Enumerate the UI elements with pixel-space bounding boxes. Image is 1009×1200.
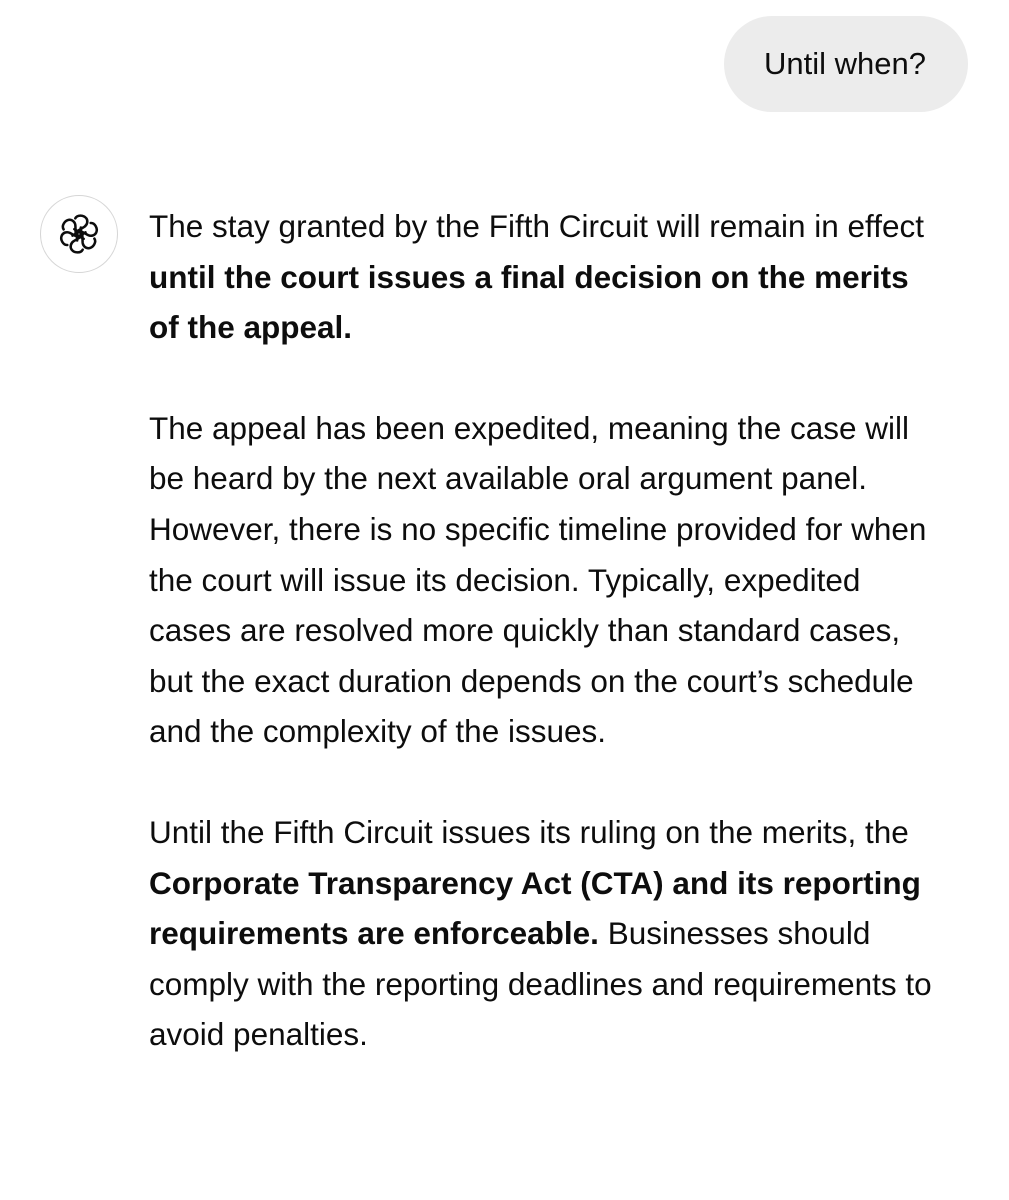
paragraph-3-text-end: Businesses should comply with the reporting deadlines and requirements to avoid penalties.	[149, 915, 932, 1053]
paragraph-1-text: The stay granted by the Fifth Circuit will remain in effect	[149, 208, 924, 244]
paragraph-2-text: The appeal has been expedited, meaning the case will be heard by the next available oral argument panel. However, there is no specific timeline provided for when the court will issue its decision. Typically, expedited cases are resolved more quickly than standard cases, but the exact duration depends on the court’s schedule and the complexity of the issues.	[149, 409, 927, 750]
assistant-paragraph-1	[149, 201, 939, 353]
assistant-message-body	[149, 201, 939, 1110]
user-message-text: Until when?	[764, 46, 926, 81]
assistant-paragraph-2	[149, 403, 939, 757]
user-message-row	[724, 16, 968, 112]
user-message-bubble	[724, 16, 968, 112]
paragraph-3-bold-text: Corporate Transparency Act (CTA) and its reporting requirements are enforceable.	[149, 864, 921, 952]
assistant-avatar	[40, 195, 118, 273]
paragraph-3-text-start: Until the Fifth Circuit issues its ruling on the merits, the	[149, 813, 909, 850]
assistant-paragraph-3	[149, 807, 939, 1060]
openai-logo-icon	[56, 211, 102, 257]
paragraph-1-bold-text: until the court issues a final decision on the merits of the appeal.	[149, 258, 909, 346]
